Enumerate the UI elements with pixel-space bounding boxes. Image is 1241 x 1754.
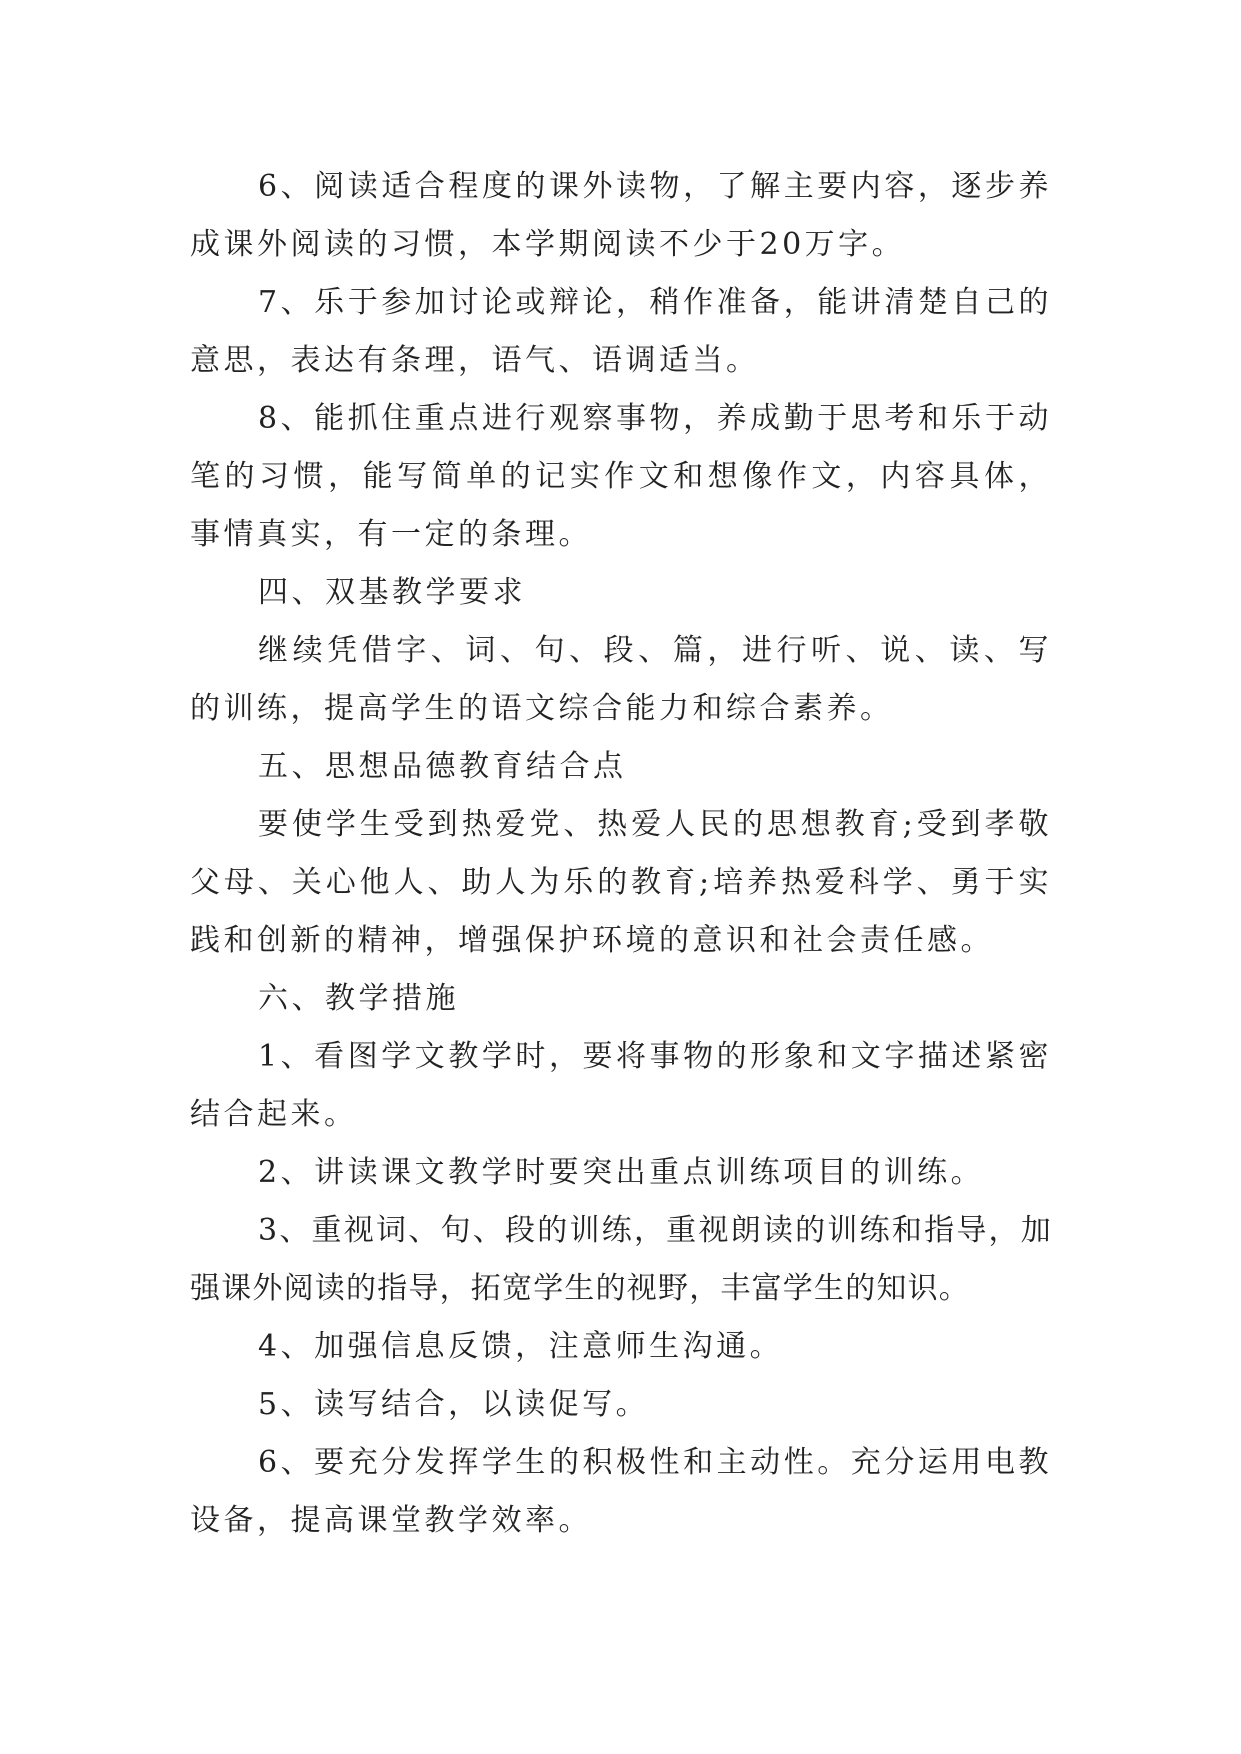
paragraph-observation-writing: 8、能抓住重点进行观察事物，养成勤于思考和乐于动笔的习惯，能写简单的记实作文和想像作文，内容具体，事情真实，有一定的条理。 bbox=[190, 401, 1052, 552]
paragraph-basics: 继续凭借字、词、句、段、篇，进行听、说、读、写的训练，提高学生的语文综合能力和综合素养。 bbox=[190, 633, 1052, 726]
paragraph-measure-3: 3、重视词、句、段的训练，重视朗读的训练和指导，加强课外阅读的指导，拓宽学生的视野，丰富学生的知识。 bbox=[190, 1213, 1052, 1306]
paragraph-measure-6: 6、要充分发挥学生的积极性和主动性。充分运用电教设备，提高课堂教学效率。 bbox=[190, 1445, 1052, 1538]
document-body bbox=[190, 158, 1052, 1550]
paragraph-discussion: 7、乐于参加讨论或辩论，稍作准备，能讲清楚自己的意思，表达有条理，语气、语调适当。 bbox=[190, 285, 1052, 378]
section-heading-teaching-measures: 六、教学措施 bbox=[258, 981, 459, 1016]
paragraph-moral-education: 要使学生受到热爱党、热爱人民的思想教育;受到孝敬父母、关心他人、助人为乐的教育;培养热爱科学、勇于实践和创新的精神，增强保护环境的意识和社会责任感。 bbox=[190, 807, 1052, 958]
paragraph-measure-2: 2、讲读课文教学时要突出重点训练项目的训练。 bbox=[258, 1155, 985, 1190]
paragraph-measure-5: 5、读写结合，以读促写。 bbox=[258, 1387, 650, 1422]
paragraph-measure-4: 4、加强信息反馈，注意师生沟通。 bbox=[258, 1329, 784, 1364]
paragraph-reading-habit: 6、阅读适合程度的课外读物，了解主要内容，逐步养成课外阅读的习惯，本学期阅读不少于20万字。 bbox=[190, 169, 1052, 262]
paragraph-measure-1: 1、看图学文教学时，要将事物的形象和文字描述紧密结合起来。 bbox=[190, 1039, 1052, 1132]
section-heading-basics: 四、双基教学要求 bbox=[258, 575, 526, 610]
section-heading-moral-education: 五、思想品德教育结合点 bbox=[258, 749, 627, 784]
